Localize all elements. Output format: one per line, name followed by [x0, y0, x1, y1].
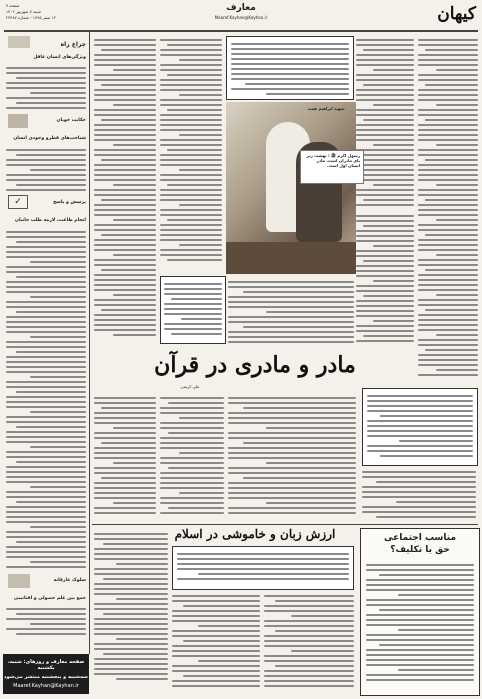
right-box-text	[366, 561, 474, 691]
verse-box-text	[367, 392, 473, 462]
bottom-col-2	[172, 592, 260, 694]
porsesh-heading: پرسش و پاسخ	[53, 200, 86, 205]
right-box-title-1: مناسب اجتماعی	[383, 533, 457, 543]
right-box-title-2: حق یا تکلیف؟	[390, 545, 450, 555]
newspaper-logo: کیهان	[437, 4, 476, 24]
masthead	[0, 0, 482, 32]
footer-email[interactable]: Maaref.Kayhan@Kayhan.ir	[13, 683, 79, 689]
main-photo	[226, 102, 356, 274]
chirag-heading: چراغ راه	[60, 41, 86, 48]
article-col-mid	[228, 278, 354, 348]
chirag-icon	[8, 36, 30, 48]
sidebar-footer	[3, 654, 89, 694]
footer-line-2: سه‌شنبه و پنجشنبه منتشر می‌شود	[4, 674, 88, 680]
bottom-article-title: ارزش زبان و خاموشی در اسلام	[174, 527, 336, 541]
article-col-low-2	[160, 394, 224, 522]
bottom-col-3	[264, 592, 354, 694]
hadith-box	[226, 36, 354, 100]
masthead-divider	[4, 30, 478, 32]
section-title: معارف	[226, 3, 256, 13]
sidebar-text-4	[6, 605, 86, 635]
inset-quote	[160, 276, 226, 344]
page-number: صفحه ۷	[6, 3, 20, 8]
footer-line-1: صفحه معارف و روزهای: شنبه، یکشنبه	[7, 659, 85, 671]
section-divider	[92, 524, 478, 525]
jam-heading: جمع بین علم حصولی و اقتاتیبی	[13, 596, 86, 601]
main-article-title: مادر و مادری در قرآن	[154, 352, 356, 378]
anjam-heading: انجام طاعت، لازمه طلب جانبان	[15, 218, 86, 223]
date-line-1: شنبه ۷ شهریور ۱۴۰۲	[6, 9, 41, 14]
hadith-text	[231, 40, 349, 96]
sidebar-text-1	[6, 64, 86, 110]
section-email: Maaref.Kayhan@Kayhan.ir	[214, 15, 268, 20]
verse-box	[362, 388, 478, 466]
right-bottom-box	[360, 528, 480, 696]
features-heading: ویژگی‌های انسان عاقل	[33, 55, 86, 60]
bottom-quote-box	[172, 546, 354, 590]
bottom-quote-text	[177, 550, 349, 586]
sidebar-text-2	[6, 146, 86, 194]
photo-rug	[226, 242, 356, 274]
solook-icon	[8, 574, 30, 588]
article-col-low-3	[228, 394, 356, 522]
article-col-low-1	[94, 394, 156, 522]
solook-heading: سلوک عارفانه	[53, 578, 86, 583]
hadith-quote	[300, 150, 364, 184]
checkmark-icon: ✓	[8, 195, 28, 209]
shenakht-heading: شناخت‌های فطرو وجودی انسان	[13, 136, 86, 141]
hekayat-icon	[8, 114, 28, 128]
article-col-right-mid	[356, 212, 414, 352]
bottom-col-1	[94, 530, 168, 694]
article-col-a	[94, 36, 156, 346]
hekayat-heading: حکایت خوبان	[56, 118, 86, 123]
article-col-b	[160, 36, 222, 271]
article-col-low-4	[362, 468, 476, 522]
photo-caption: شهید ابراهیم همت	[307, 106, 345, 111]
sidebar-divider	[89, 32, 90, 654]
inset-quote-text	[164, 280, 222, 340]
article-col-far-right	[418, 36, 478, 386]
author-name: علی کریمی	[180, 384, 200, 389]
article-col-right-top	[356, 36, 414, 206]
date-line-2: ۱۲ صفر ۱۴۴۵ - شماره ۲۳۴۸۷	[6, 15, 56, 20]
hadith-quote-text: رسول اکرم ﷺ : بهشت زیر پای مادران است. مادر انسان اول است.	[306, 153, 360, 169]
sidebar-text-3	[6, 228, 86, 568]
